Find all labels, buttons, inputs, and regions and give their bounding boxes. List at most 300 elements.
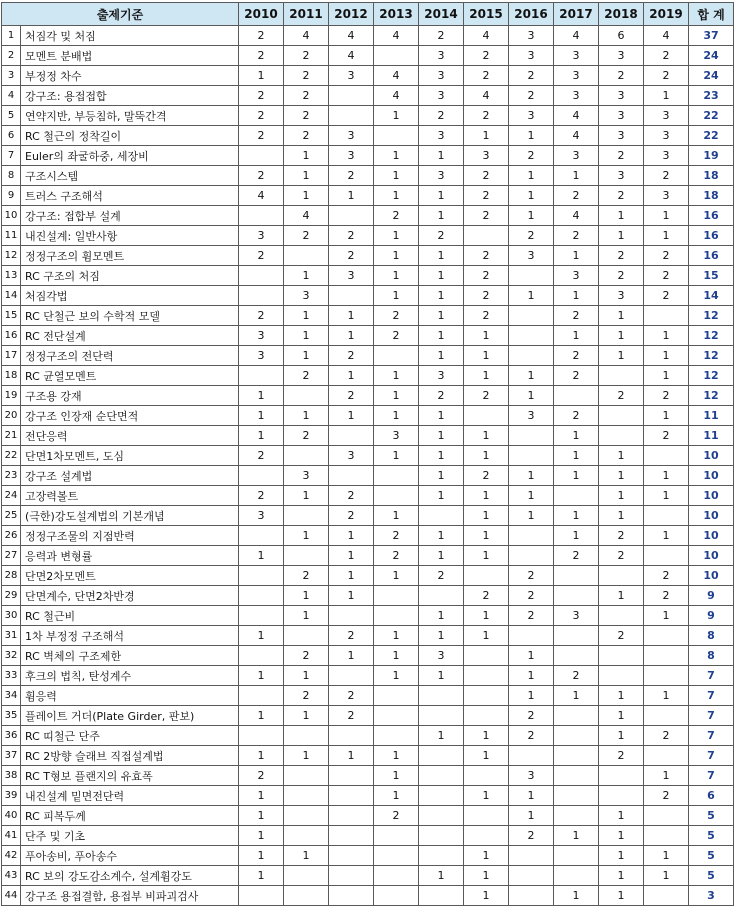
topic-cell: 강구조: 접합부 설계 xyxy=(21,206,239,226)
year-count-cell xyxy=(509,326,554,346)
year-count-cell xyxy=(599,786,644,806)
year-count-cell: 1 xyxy=(464,746,509,766)
year-count-cell: 2 xyxy=(644,66,689,86)
year-count-cell: 1 xyxy=(374,226,419,246)
topic-cell: 플레이트 거더(Plate Girder, 판보) xyxy=(21,706,239,726)
year-count-cell xyxy=(509,426,554,446)
row-number-cell: 25 xyxy=(2,506,21,526)
year-count-cell xyxy=(554,846,599,866)
year-count-cell: 1 xyxy=(599,466,644,486)
year-count-cell: 1 xyxy=(374,106,419,126)
row-number-cell: 36 xyxy=(2,726,21,746)
year-count-cell: 1 xyxy=(554,826,599,846)
year-count-cell xyxy=(329,806,374,826)
year-count-cell: 1 xyxy=(599,686,644,706)
year-count-cell xyxy=(644,666,689,686)
year-count-cell: 1 xyxy=(464,326,509,346)
year-count-cell: 1 xyxy=(644,406,689,426)
table-row xyxy=(2,326,734,346)
year-count-cell: 3 xyxy=(599,126,644,146)
year-count-cell: 3 xyxy=(419,366,464,386)
year-count-cell: 2 xyxy=(509,606,554,626)
topic-cell: 내진설계 밑면전단력 xyxy=(21,786,239,806)
year-count-cell: 2 xyxy=(554,306,599,326)
year-count-cell: 1 xyxy=(239,746,284,766)
year-count-cell: 1 xyxy=(239,846,284,866)
year-count-cell: 1 xyxy=(419,246,464,266)
year-count-cell xyxy=(599,566,644,586)
year-count-cell: 3 xyxy=(464,146,509,166)
table-row xyxy=(2,886,734,906)
year-count-cell xyxy=(419,746,464,766)
year-count-cell: 2 xyxy=(599,66,644,86)
topic-cell: 트러스 구조해석 xyxy=(21,186,239,206)
topic-cell: 구조용 강재 xyxy=(21,386,239,406)
year-count-cell: 2 xyxy=(419,566,464,586)
year-count-cell: 1 xyxy=(284,666,329,686)
year-count-cell: 2 xyxy=(644,266,689,286)
table-row xyxy=(2,486,734,506)
year-count-cell: 1 xyxy=(599,586,644,606)
year-count-cell: 1 xyxy=(239,386,284,406)
year-count-cell: 1 xyxy=(464,726,509,746)
year-count-cell: 2 xyxy=(554,346,599,366)
year-count-cell: 4 xyxy=(554,26,599,46)
year-count-cell: 3 xyxy=(374,426,419,446)
header-year: 2017 xyxy=(554,3,599,26)
year-count-cell xyxy=(464,686,509,706)
table-row xyxy=(2,426,734,446)
year-count-cell xyxy=(284,246,329,266)
year-count-cell: 1 xyxy=(419,346,464,366)
topic-cell: RC 보의 강도감소계수, 설계휨강도 xyxy=(21,866,239,886)
year-count-cell: 3 xyxy=(509,246,554,266)
year-count-cell: 1 xyxy=(509,646,554,666)
topic-cell: 구조시스템 xyxy=(21,166,239,186)
year-count-cell: 1 xyxy=(644,766,689,786)
year-count-cell xyxy=(464,806,509,826)
row-number-cell: 12 xyxy=(2,246,21,266)
topic-cell: RC 전단설계 xyxy=(21,326,239,346)
year-count-cell xyxy=(599,426,644,446)
year-count-cell xyxy=(644,546,689,566)
total-cell: 24 xyxy=(689,46,734,66)
year-count-cell: 1 xyxy=(464,886,509,906)
year-count-cell: 6 xyxy=(599,26,644,46)
year-count-cell xyxy=(644,806,689,826)
total-cell: 15 xyxy=(689,266,734,286)
table-row xyxy=(2,846,734,866)
year-count-cell: 2 xyxy=(239,166,284,186)
year-count-cell xyxy=(374,726,419,746)
year-count-cell xyxy=(374,126,419,146)
year-count-cell: 1 xyxy=(599,306,644,326)
year-count-cell: 2 xyxy=(239,246,284,266)
total-cell: 10 xyxy=(689,566,734,586)
year-count-cell: 2 xyxy=(329,386,374,406)
row-number-cell: 33 xyxy=(2,666,21,686)
topic-cell: 내진설계: 일반사항 xyxy=(21,226,239,246)
year-count-cell: 1 xyxy=(329,746,374,766)
year-count-cell xyxy=(329,106,374,126)
table-row xyxy=(2,66,734,86)
year-count-cell: 1 xyxy=(509,166,554,186)
year-count-cell: 3 xyxy=(554,266,599,286)
total-cell: 37 xyxy=(689,26,734,46)
year-count-cell: 3 xyxy=(284,466,329,486)
year-count-cell: 2 xyxy=(464,306,509,326)
year-count-cell xyxy=(329,206,374,226)
total-cell: 12 xyxy=(689,366,734,386)
year-count-cell: 2 xyxy=(239,126,284,146)
year-count-cell: 2 xyxy=(599,246,644,266)
year-count-cell xyxy=(284,786,329,806)
year-count-cell: 1 xyxy=(239,806,284,826)
year-count-cell xyxy=(554,566,599,586)
table-row xyxy=(2,366,734,386)
year-count-cell: 1 xyxy=(554,286,599,306)
total-cell: 8 xyxy=(689,626,734,646)
topic-cell: RC T형보 플랜지의 유효폭 xyxy=(21,766,239,786)
topic-cell: 처짐각 및 처짐 xyxy=(21,26,239,46)
total-cell: 10 xyxy=(689,526,734,546)
year-count-cell: 1 xyxy=(554,426,599,446)
row-number-cell: 21 xyxy=(2,426,21,446)
year-count-cell xyxy=(464,706,509,726)
year-count-cell: 4 xyxy=(644,26,689,46)
year-count-cell xyxy=(419,886,464,906)
header-topic: 출제기준 xyxy=(2,3,239,26)
year-count-cell xyxy=(374,866,419,886)
year-count-cell: 1 xyxy=(554,886,599,906)
year-count-cell: 1 xyxy=(644,486,689,506)
year-count-cell: 2 xyxy=(509,826,554,846)
year-count-cell xyxy=(419,806,464,826)
year-count-cell: 2 xyxy=(284,86,329,106)
year-count-cell: 1 xyxy=(554,526,599,546)
table-row xyxy=(2,726,734,746)
year-count-cell: 3 xyxy=(644,146,689,166)
year-count-cell: 1 xyxy=(554,506,599,526)
year-count-cell: 1 xyxy=(644,466,689,486)
year-count-cell: 1 xyxy=(554,686,599,706)
year-count-cell xyxy=(239,726,284,746)
year-count-cell: 2 xyxy=(644,786,689,806)
topic-cell: RC 구조의 처짐 xyxy=(21,266,239,286)
year-count-cell: 2 xyxy=(464,46,509,66)
year-count-cell: 2 xyxy=(419,386,464,406)
year-count-cell: 2 xyxy=(329,706,374,726)
year-count-cell: 1 xyxy=(509,786,554,806)
year-count-cell: 1 xyxy=(284,326,329,346)
year-count-cell: 1 xyxy=(509,666,554,686)
total-cell: 10 xyxy=(689,466,734,486)
row-number-cell: 44 xyxy=(2,886,21,906)
year-count-cell: 1 xyxy=(554,166,599,186)
year-count-cell: 3 xyxy=(329,126,374,146)
year-count-cell: 3 xyxy=(419,46,464,66)
year-count-cell: 1 xyxy=(239,66,284,86)
table-row xyxy=(2,386,734,406)
year-count-cell xyxy=(329,726,374,746)
year-count-cell: 1 xyxy=(284,306,329,326)
table-row xyxy=(2,266,734,286)
year-count-cell xyxy=(329,826,374,846)
year-count-cell xyxy=(374,586,419,606)
row-number-cell: 30 xyxy=(2,606,21,626)
year-count-cell: 1 xyxy=(374,766,419,786)
year-count-cell: 1 xyxy=(284,526,329,546)
year-count-cell: 2 xyxy=(374,326,419,346)
year-count-cell xyxy=(239,586,284,606)
year-count-cell xyxy=(284,626,329,646)
year-count-cell: 3 xyxy=(599,286,644,306)
year-count-cell: 1 xyxy=(509,506,554,526)
year-count-cell xyxy=(239,606,284,626)
year-count-cell: 3 xyxy=(329,266,374,286)
year-count-cell: 2 xyxy=(464,466,509,486)
total-cell: 10 xyxy=(689,506,734,526)
year-count-cell: 3 xyxy=(419,646,464,666)
year-count-cell: 1 xyxy=(464,426,509,446)
year-count-cell: 1 xyxy=(374,186,419,206)
row-number-cell: 42 xyxy=(2,846,21,866)
year-count-cell xyxy=(329,426,374,446)
year-count-cell: 4 xyxy=(329,26,374,46)
year-count-cell: 2 xyxy=(599,546,644,566)
year-count-cell: 1 xyxy=(644,206,689,226)
year-count-cell xyxy=(599,666,644,686)
year-count-cell: 1 xyxy=(599,206,644,226)
row-number-cell: 16 xyxy=(2,326,21,346)
year-count-cell: 2 xyxy=(599,626,644,646)
year-count-cell: 1 xyxy=(284,706,329,726)
year-count-cell: 1 xyxy=(599,846,644,866)
year-count-cell: 2 xyxy=(554,406,599,426)
row-number-cell: 10 xyxy=(2,206,21,226)
topic-cell: RC 벽체의 구조제한 xyxy=(21,646,239,666)
year-count-cell xyxy=(239,886,284,906)
year-count-cell: 2 xyxy=(284,646,329,666)
table-row xyxy=(2,466,734,486)
year-count-cell: 1 xyxy=(284,406,329,426)
year-count-cell: 3 xyxy=(284,286,329,306)
table-row xyxy=(2,766,734,786)
table-row xyxy=(2,46,734,66)
year-count-cell: 2 xyxy=(239,486,284,506)
year-count-cell: 3 xyxy=(644,126,689,146)
year-count-cell: 3 xyxy=(329,446,374,466)
year-count-cell xyxy=(374,46,419,66)
year-count-cell: 2 xyxy=(329,226,374,246)
total-cell: 10 xyxy=(689,546,734,566)
year-count-cell: 1 xyxy=(239,426,284,446)
year-count-cell xyxy=(644,506,689,526)
year-count-cell: 1 xyxy=(644,526,689,546)
year-count-cell xyxy=(284,546,329,566)
year-count-cell: 2 xyxy=(239,446,284,466)
year-count-cell xyxy=(599,406,644,426)
table-row xyxy=(2,866,734,886)
topic-cell: 정정구조의 휨모멘트 xyxy=(21,246,239,266)
year-count-cell: 4 xyxy=(554,126,599,146)
year-count-cell: 4 xyxy=(329,46,374,66)
year-count-cell xyxy=(554,786,599,806)
total-cell: 5 xyxy=(689,826,734,846)
topic-cell: RC 철근비 xyxy=(21,606,239,626)
year-count-cell: 1 xyxy=(329,406,374,426)
table-row xyxy=(2,86,734,106)
year-count-cell: 2 xyxy=(599,386,644,406)
year-count-cell: 1 xyxy=(644,606,689,626)
year-count-cell: 2 xyxy=(239,26,284,46)
year-count-cell: 1 xyxy=(644,86,689,106)
total-cell: 18 xyxy=(689,166,734,186)
topic-cell: 휨응력 xyxy=(21,686,239,706)
year-count-cell: 3 xyxy=(644,186,689,206)
year-count-cell xyxy=(644,306,689,326)
year-count-cell xyxy=(644,886,689,906)
year-count-cell: 1 xyxy=(464,866,509,886)
year-count-cell: 4 xyxy=(464,26,509,46)
year-count-cell: 4 xyxy=(284,26,329,46)
year-count-cell: 1 xyxy=(599,226,644,246)
year-count-cell: 3 xyxy=(599,46,644,66)
year-count-cell xyxy=(464,826,509,846)
year-count-cell: 1 xyxy=(509,286,554,306)
total-cell: 23 xyxy=(689,86,734,106)
year-count-cell: 1 xyxy=(284,586,329,606)
year-count-cell xyxy=(464,226,509,246)
total-cell: 11 xyxy=(689,426,734,446)
table-row xyxy=(2,806,734,826)
year-count-cell: 1 xyxy=(464,626,509,646)
year-count-cell: 1 xyxy=(374,746,419,766)
year-count-cell: 2 xyxy=(554,666,599,686)
topic-cell: 모멘트 분배법 xyxy=(21,46,239,66)
year-count-cell: 1 xyxy=(374,566,419,586)
year-count-cell: 1 xyxy=(599,826,644,846)
total-cell: 16 xyxy=(689,206,734,226)
year-count-cell xyxy=(554,586,599,606)
table-row xyxy=(2,106,734,126)
year-count-cell xyxy=(329,286,374,306)
year-count-cell: 2 xyxy=(644,386,689,406)
year-count-cell xyxy=(554,726,599,746)
topic-cell: 후크의 법칙, 탄성계수 xyxy=(21,666,239,686)
row-number-cell: 32 xyxy=(2,646,21,666)
year-count-cell: 1 xyxy=(419,726,464,746)
header-year: 2016 xyxy=(509,3,554,26)
row-number-cell: 27 xyxy=(2,546,21,566)
year-count-cell xyxy=(419,506,464,526)
year-count-cell: 1 xyxy=(464,126,509,146)
header-year: 2015 xyxy=(464,3,509,26)
year-count-cell xyxy=(284,886,329,906)
year-count-cell: 2 xyxy=(284,46,329,66)
year-count-cell: 1 xyxy=(464,366,509,386)
row-number-cell: 9 xyxy=(2,186,21,206)
table-row xyxy=(2,166,734,186)
year-count-cell xyxy=(554,626,599,646)
year-count-cell: 1 xyxy=(644,366,689,386)
year-count-cell: 1 xyxy=(284,486,329,506)
year-count-cell xyxy=(644,826,689,846)
exam-frequency-table xyxy=(1,2,734,906)
total-cell: 16 xyxy=(689,226,734,246)
row-number-cell: 4 xyxy=(2,86,21,106)
topic-cell: RC 철근의 정착길이 xyxy=(21,126,239,146)
total-cell: 12 xyxy=(689,386,734,406)
year-count-cell: 1 xyxy=(374,626,419,646)
row-number-cell: 43 xyxy=(2,866,21,886)
year-count-cell: 3 xyxy=(329,66,374,86)
year-count-cell: 2 xyxy=(599,266,644,286)
year-count-cell xyxy=(464,666,509,686)
year-count-cell xyxy=(419,786,464,806)
year-count-cell: 1 xyxy=(239,826,284,846)
year-count-cell xyxy=(464,406,509,426)
year-count-cell: 3 xyxy=(509,766,554,786)
topic-cell: RC 단철근 보의 수학적 모델 xyxy=(21,306,239,326)
year-count-cell xyxy=(329,786,374,806)
year-count-cell: 1 xyxy=(419,666,464,686)
year-count-cell: 1 xyxy=(644,346,689,366)
total-cell: 14 xyxy=(689,286,734,306)
year-count-cell: 1 xyxy=(284,746,329,766)
year-count-cell: 1 xyxy=(374,286,419,306)
year-count-cell: 3 xyxy=(239,226,284,246)
row-number-cell: 31 xyxy=(2,626,21,646)
year-count-cell: 2 xyxy=(464,266,509,286)
year-count-cell: 1 xyxy=(419,546,464,566)
table-row xyxy=(2,206,734,226)
year-count-cell: 1 xyxy=(419,146,464,166)
year-count-cell: 1 xyxy=(419,446,464,466)
year-count-cell xyxy=(329,866,374,886)
year-count-cell: 1 xyxy=(419,486,464,506)
year-count-cell xyxy=(329,86,374,106)
year-count-cell xyxy=(554,386,599,406)
row-number-cell: 17 xyxy=(2,346,21,366)
row-number-cell: 41 xyxy=(2,826,21,846)
year-count-cell xyxy=(419,826,464,846)
year-count-cell xyxy=(374,706,419,726)
year-count-cell: 1 xyxy=(419,206,464,226)
total-cell: 8 xyxy=(689,646,734,666)
table-row xyxy=(2,286,734,306)
row-number-cell: 29 xyxy=(2,586,21,606)
year-count-cell xyxy=(374,686,419,706)
topic-cell: 처짐각법 xyxy=(21,286,239,306)
year-count-cell: 1 xyxy=(419,306,464,326)
year-count-cell: 1 xyxy=(509,366,554,386)
year-count-cell: 2 xyxy=(329,686,374,706)
year-count-cell xyxy=(284,386,329,406)
year-count-cell: 1 xyxy=(374,406,419,426)
year-count-cell: 1 xyxy=(419,626,464,646)
year-count-cell: 1 xyxy=(464,506,509,526)
year-count-cell xyxy=(239,526,284,546)
year-count-cell: 1 xyxy=(599,866,644,886)
row-number-cell: 2 xyxy=(2,46,21,66)
year-count-cell: 1 xyxy=(239,666,284,686)
year-count-cell xyxy=(509,546,554,566)
year-count-cell: 3 xyxy=(509,406,554,426)
year-count-cell: 1 xyxy=(284,606,329,626)
year-count-cell: 2 xyxy=(644,726,689,746)
year-count-cell: 2 xyxy=(464,286,509,306)
